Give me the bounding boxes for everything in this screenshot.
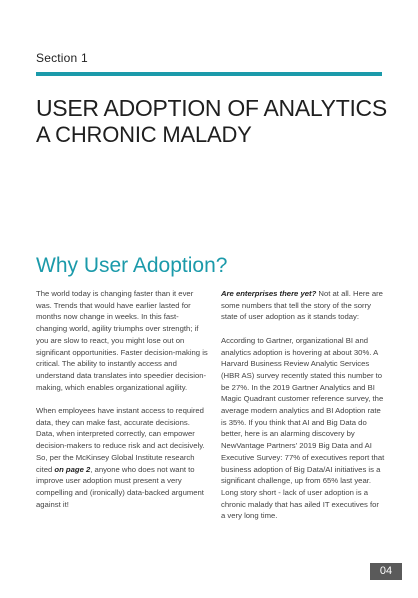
left-column xyxy=(36,288,208,522)
page-subtitle: A CHRONIC MALADY xyxy=(36,122,252,147)
left-paragraph-2-text-b: , anyone who does not want to improve user adoption must present a very compelling and (ironically) data-backed argument against it! xyxy=(36,464,204,509)
left-paragraph-2-text-a: When employees have instant access to required data, they can make fast, accurate decisions. Data, when interpreted correctly, can empower decision-makers to reduce risk and act decisively. So, per the McKinsey Global Institute research cited xyxy=(36,406,205,474)
section-divider xyxy=(36,72,382,76)
section-heading: Why User Adoption? xyxy=(36,254,228,277)
left-paragraph-1: The world today is changing faster than it ever was. Trends that would have earlier lasted for months now change in weeks. In this fast-changing world, agility triumphs over strength; if you are slow to react, you might lose out on significant opportunities. Faster decision-making is critical. The ability to instantly access and understand data translates into speedier decision-making, which enables organizational agility. xyxy=(36,289,208,392)
section-label: Section 1 xyxy=(36,51,88,65)
right-paragraph-2: According to Gartner, organizational BI and analytics adoption is hovering at about 30%. A Harvard Business Review Analytic Services (HBR AS) survey recently stated this number to be 27%. In the 2019 Gartner Analytics and BI Magic Quadrant customer reference survey, the average modern analytics and BI Adoption rate is 35%. If you think that AI and Big Data do better, here is an alarming discovery by NewVantage Partners' 2019 Big Data and AI Executive Survey: 77% of executives report that business adoption of Big Data/AI initiatives is a significant challenge, up from 65% last year. Long story short - lack of user adoption is a chronic malady that has ailed IT executives for a very long time. xyxy=(221,335,385,521)
lead-question: Are enterprises there yet? xyxy=(221,289,317,298)
page-reference: on page 2 xyxy=(54,464,91,474)
right-paragraph-1 xyxy=(221,288,385,323)
left-paragraph-2 xyxy=(36,405,208,510)
page-title: USER ADOPTION OF ANALYTICS xyxy=(36,95,387,121)
right-paragraph-1-text: Not at all. Here are some numbers that tell the story of the sorry state of user adoption as it stands today: xyxy=(221,289,383,322)
page-number: 04 xyxy=(370,563,402,580)
right-column xyxy=(221,288,385,534)
